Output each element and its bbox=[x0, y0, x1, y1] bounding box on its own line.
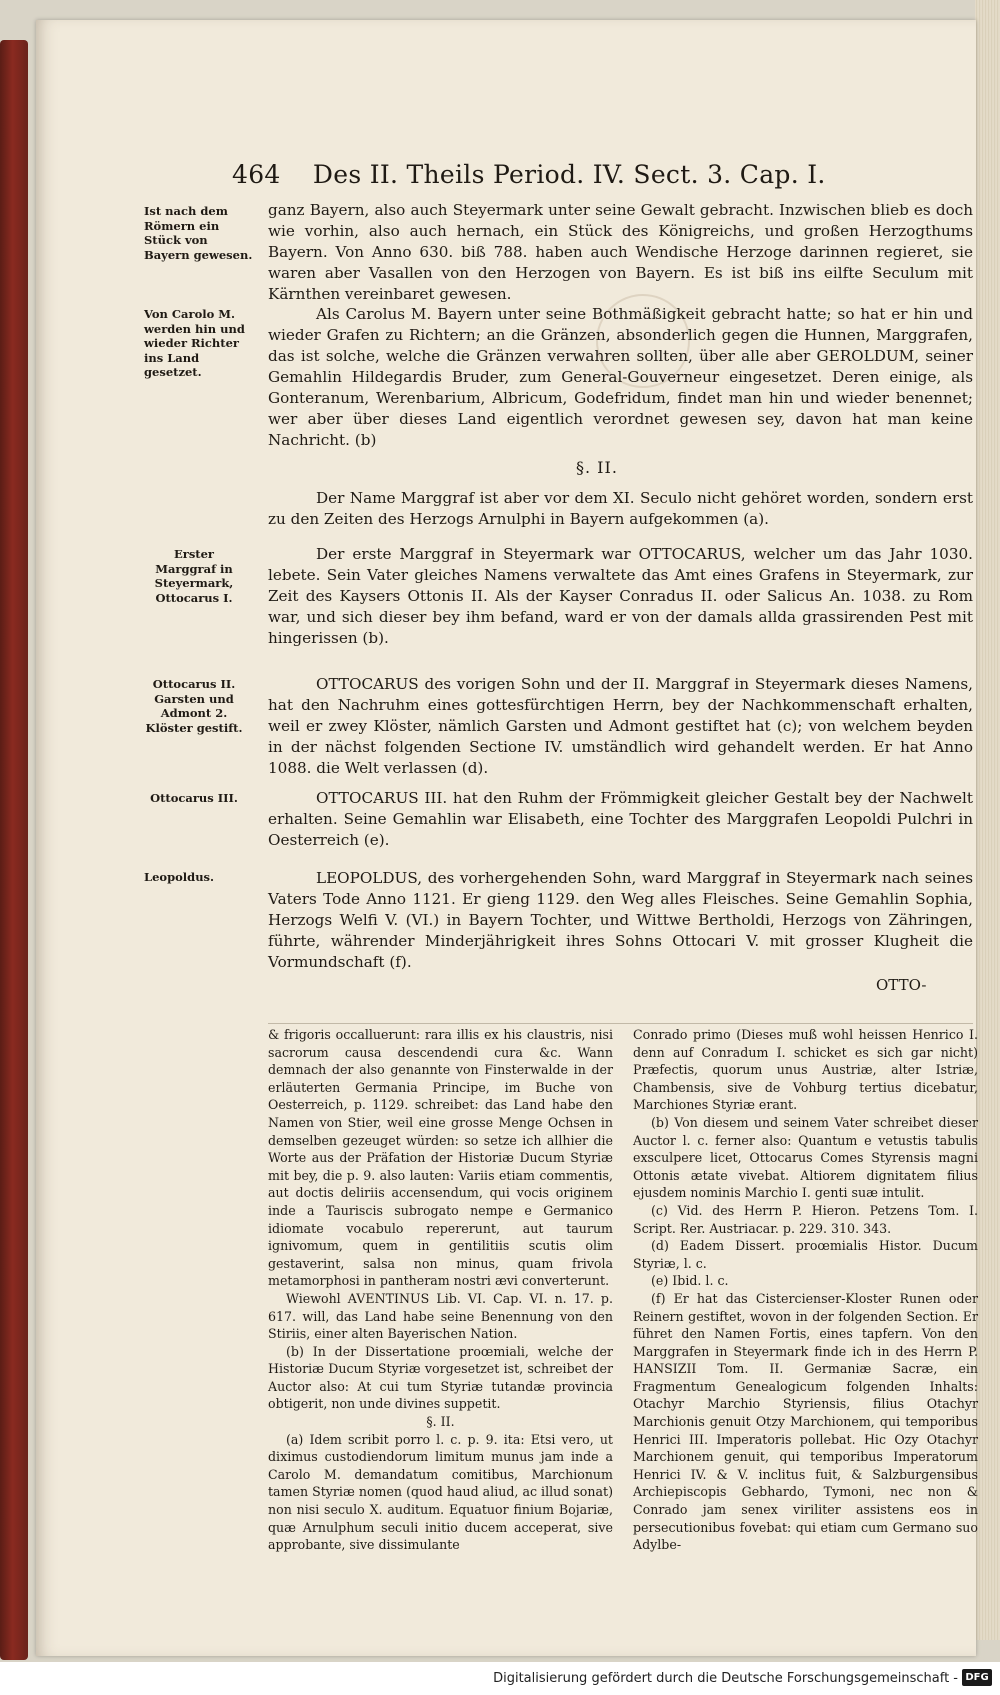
margin-note: Ottocarus III. bbox=[150, 791, 238, 805]
footnote: (d) Eadem Dissert. proœmialis Histor. Ducum Styriæ, l. c. bbox=[633, 1238, 978, 1271]
footnote: (e) Ibid. l. c. bbox=[651, 1273, 729, 1289]
paragraph: LEOPOLDUS, des vorhergehenden Sohn, ward Marggraf in Steyermark nach seines Vaters Tode Anno 1121. Er gieng 1129. den Weg alles Fleisches. Seine Gemahlin Sophia, Herzogs Welfi V. (VI.) in Bayern Tochter, und Wittwe Bertholdi, Herzogs von Zähringen, führte, währender Minderjährigkeit ihres Sohns Ottocari V. mit grosser Klugheit die Vormundschaft (f). bbox=[268, 869, 973, 971]
margin-note: Erster Marggraf in Steyermark, Ottocarus I. bbox=[154, 547, 234, 605]
footnote-divider bbox=[268, 1023, 973, 1024]
paragraph: ganz Bayern, also auch Steyermark unter seine Gewalt gebracht. Inzwischen blieb es doch wie vorhin, also auch hernach, ein Stück des Königreichs, und großen Herzogthums Bayern. Von Anno 630. biß 788. haben auch Wendische Herzoge darinnen regieret, sie waren aber Vasallen von den Herzogen von Bayern. Es ist biß ins eilfte Seculum mit Kärnthen vereinbaret gewesen. bbox=[268, 201, 973, 303]
footer-text: Digitalisierung gefördert durch die Deutsche Forschungsgemeinschaft - bbox=[493, 1671, 958, 1686]
section-heading: §. II. bbox=[576, 458, 618, 477]
page-number: 464 bbox=[232, 160, 281, 189]
footnote: (f) Er hat das Cistercienser-Kloster Runen oder Reinern gestiftet, wovon in der folgenden Section. Er führet den Namen Fortis, eines tapfern. Von den Marggrafen in Steyermark finde ich in des Herrn P. HANSIZII Tom. II. Germaniæ Sacræ, ein Fragmentum Genealogicum folgenden Inhalts: Otachyr Marchio Styriensis, filius Otachyr Marchionis genuit Otzy Marchionem, qui temporibus Henrici III. Imperatoris pollebat. Hic Ozy Otachyr Marchionem genuit, qui temporibus Imperatorum Henrici IV. & V. inclitus fuit, & Salzburgensibus Archiepiscopis Gebhardo, Tymoni, nec non & Conrado jam senex viriliter assistens eos in persecutionibus fovebat: qui etiam cum Germano suo Adylbe- bbox=[633, 1290, 978, 1553]
footnote: Wiewohl AVENTINUS Lib. VI. Cap. VI. n. 17. p. 617. will, das Land habe seine Benennung von den Stiriis, einer alten Bayerischen Nation. bbox=[268, 1290, 613, 1342]
dfg-logo: DFG bbox=[962, 1669, 992, 1686]
book-cover-edge bbox=[0, 40, 28, 1660]
footnote: Conrado primo (Dieses muß wohl heissen Henrico I. denn auf Conradum I. schicket es sich gar nicht) Præfectis, quorum unus Austriæ, alter Istriæ, Chambensis, sive de Vohburg tertius dicebatur, Marchiones Styriæ erant. bbox=[633, 1027, 978, 1113]
margin-note: Von Carolo M. werden hin und wieder Richter ins Land gesetzet. bbox=[144, 307, 245, 379]
margin-note: Ottocarus II. Garsten und Admont 2. Klöster gestift. bbox=[145, 677, 243, 735]
paragraph: Der Name Marggraf ist aber vor dem XI. Seculo nicht gehöret worden, sondern erst zu den Zeiten des Herzogs Arnulphi in Bayern aufgekommen (a). bbox=[268, 489, 973, 528]
running-header bbox=[232, 160, 972, 196]
book-page bbox=[36, 20, 976, 1656]
footnote: (b) In der Dissertatione proœmiali, welche der Historiæ Ducum Styriæ vorgesetzet ist, schreibet der Auctor also: At cui tum Styriæ tutandæ provincia obtigerit, non unde divines suppetit. bbox=[268, 1343, 613, 1412]
page-stack-edge bbox=[975, 0, 1000, 1640]
footnotes-left-column bbox=[268, 1026, 613, 1554]
footnote: (b) Von diesem und seinem Vater schreibet dieser Auctor l. c. ferner also: Quantum e vetustis tabulis exsculpere licet, Ottocarus Comes Styrensis magni Ottonis ætate vivebat. Altiorem dignitatem filius ejusdem nominis Marchio I. genti suæ intulit. bbox=[633, 1114, 978, 1201]
paragraph: OTTOCARUS des vorigen Sohn und der II. Marggraf in Steyermark dieses Namens, hat den Nachruhm eines gottesfürchtigen Herrn, bey der Nachkommenschaft erhalten, weil er zwey Klöster, nämlich Garsten und Admont gestiftet hat (c); von welchem beyden in der nächst folgenden Sectione IV. umständlich wird gehandelt werden. Er hat Anno 1088. die Welt verlassen (d). bbox=[268, 675, 973, 777]
digitization-footer bbox=[0, 1662, 1000, 1695]
footnote: & frigoris occalluerunt: rara illis ex his claustris, nisi sacrorum causa descendendi cura &c. Wann demnach der also genannte von Finsterwalde in der erläuterten Germania Principe, im Buche von Oesterreich, p. 1129. schreibet: das Land habe den Namen von Stier, weil eine grosse Menge Ochsen in demselben gezeuget würden: so setze ich allhier die Worte aus der Präfation der Historiæ Ducum Styriæ mit bey, die p. 9. also lauten: Variis etiam commentis, aut doctis deliriis accensendum, qui vocis originem inde a Tauriscis subrogato nempe e Germanico idiomate vocabulo repererunt, aut taurum ignivomum, quem in gentilitiis scutis olim gestaverint, salsa non minus, quam frivola metamorphosi in pantheram nostri ævi converterunt. bbox=[268, 1027, 613, 1289]
footnote: (a) Idem scribit porro l. c. p. 9. ita: Etsi vero, ut diximus custodiendorum limitum munus jam inde a Carolo M. demandatum comitibus, Marchionum tamen Styriæ nomen (quod haud aliud, ac illud sonat) non nisi seculo X. auditum. Equatuor finium Bojariæ, quæ Arnulphum seculi initio ducem acceperat, sive approbante, sive dissimulante bbox=[268, 1431, 613, 1553]
footnotes-right-column bbox=[633, 1026, 978, 1554]
paragraph: Als Carolus M. Bayern unter seine Bothmäßigkeit gebracht hatte; so hat er hin und wieder Grafen zu Richtern; an die Gränzen, absonderlich gegen die Hunnen, Marggrafen, das ist solche, welche die Gränzen verwahren sollten, über alle aber GEROLDUM, seiner Gemahlin Hildegardis Bruder, zum General-Gouverneur eingesetzet. Deren einige, als Gonteranum, Werenbarium, Albricum, Godefridum, findet man hin und wieder benennet; wer aber über dieses Land eigentlich verordnet gewesen sey, davon hat man keine Nachricht. (b) bbox=[268, 305, 973, 449]
margin-note: Leopoldus. bbox=[144, 870, 215, 884]
catchword: OTTO- bbox=[876, 976, 927, 994]
paragraph: OTTOCARUS III. hat den Ruhm der Frömmigkeit gleicher Gestalt bey der Nachwelt erhalten. Seine Gemahlin war Elisabeth, eine Tochter des Marggrafen Leopoldi Pulchri in Oesterreich (e). bbox=[268, 789, 973, 849]
footnote-section-heading: §. II. bbox=[426, 1414, 455, 1430]
paragraph: Der erste Marggraf in Steyermark war OTTOCARUS, welcher um das Jahr 1030. lebete. Sein Vater gleiches Namens verwaltete das Amt eines Grafens in Steyermark, zur Zeit des Kaysers Ottonis II. Als der Kayser Conradus II. oder Salicus An. 1038. zu Rom war, und sich dieser bey ihm befand, ward er von der damals allda grassirenden Pest mit hingerissen (b). bbox=[268, 545, 973, 647]
running-title: Des II. Theils Period. IV. Sect. 3. Cap. I. bbox=[312, 160, 826, 189]
margin-note: Ist nach dem Römern ein Stück von Bayern gewesen. bbox=[144, 204, 253, 262]
footnote: (c) Vid. des Herrn P. Hieron. Petzens Tom. I. Script. Rer. Austriacar. p. 229. 310. 343. bbox=[633, 1202, 978, 1236]
